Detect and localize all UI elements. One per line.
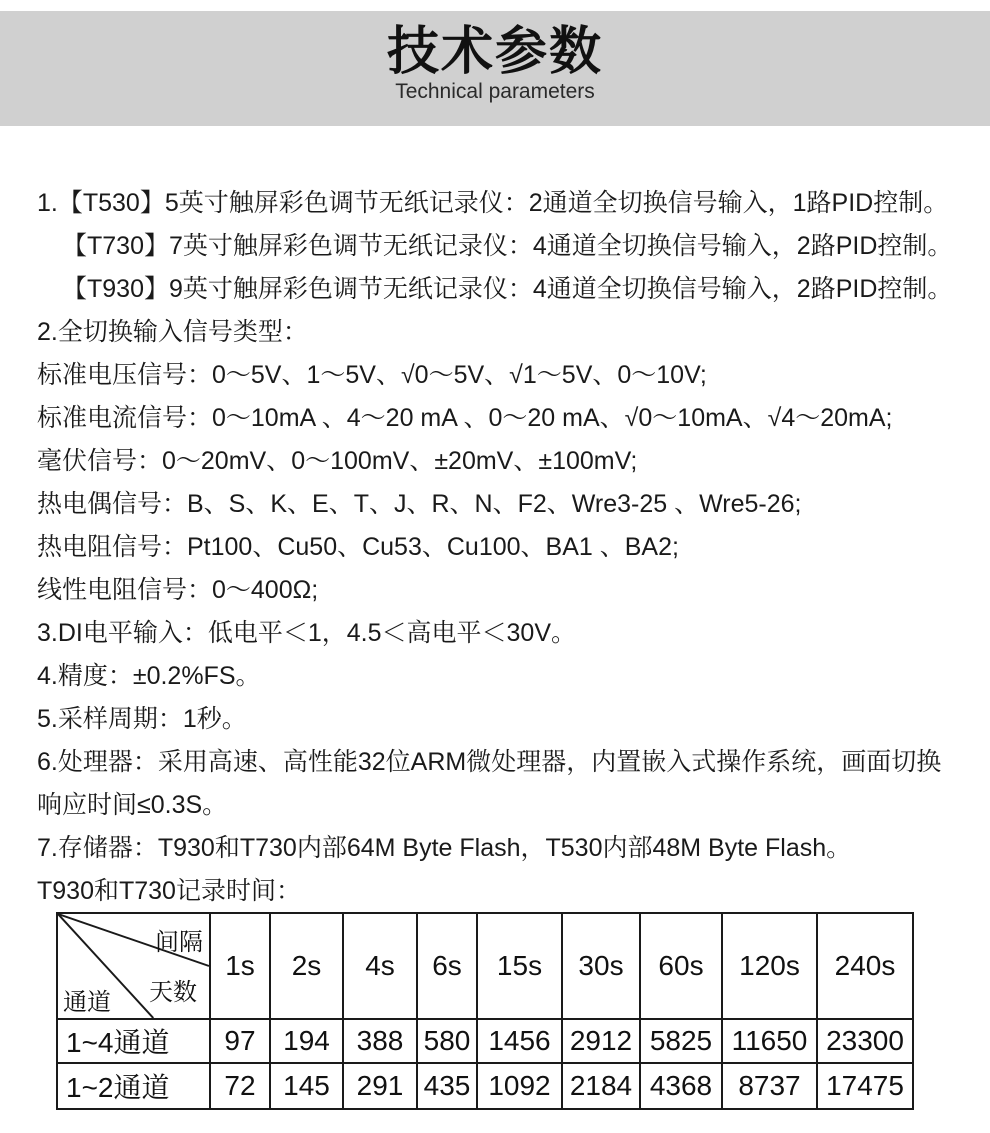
days-value: 4368 [640, 1063, 722, 1109]
interval-header: 240s [817, 913, 913, 1019]
days-value: 97 [210, 1019, 270, 1063]
spec-line-thermocouple-signals: 热电偶信号：B、S、K、E、T、J、R、N、F2、Wre3-25 、Wre5-26; [37, 490, 802, 518]
corner-label-interval: 间隔 [155, 929, 203, 956]
days-value: 2912 [562, 1019, 640, 1063]
spec-line-current-signals: 标准电流信号：0～10mA 、4～20 mA 、0～20 mA、√0～10mA、√4～20mA; [37, 404, 893, 432]
days-value: 580 [417, 1019, 477, 1063]
table-row-1-2-channels [57, 1063, 913, 1109]
days-value: 72 [210, 1063, 270, 1109]
days-value: 1456 [477, 1019, 562, 1063]
days-value: 194 [270, 1019, 343, 1063]
interval-header: 30s [562, 913, 640, 1019]
spec-line-rtd-signals: 热电阻信号：Pt100、Cu50、Cu53、Cu100、BA1 、BA2; [37, 533, 679, 561]
spec-line-storage: 7.存储器：T930和T730内部64M Byte Flash，T530内部48M Byte Flash。 [37, 834, 852, 862]
days-value: 291 [343, 1063, 417, 1109]
record-time-table [56, 912, 914, 1110]
spec-line-signal-types-heading: 2.全切换输入信号类型： [37, 318, 308, 346]
interval-header: 120s [722, 913, 817, 1019]
spec-line-accuracy: 4.精度：±0.2%FS。 [37, 662, 261, 690]
interval-header: 15s [477, 913, 562, 1019]
interval-header: 60s [640, 913, 722, 1019]
spec-line-sample-period: 5.采样周期：1秒。 [37, 705, 247, 733]
spec-line-models-t930: 【T930】9英寸触屏彩色调节无纸记录仪：4通道全切换信号输入，2路PID控制。 [62, 275, 953, 303]
interval-header: 1s [210, 913, 270, 1019]
days-value: 17475 [817, 1063, 913, 1109]
spec-line-linear-resistance: 线性电阻信号：0～400Ω; [37, 576, 319, 604]
row-label: 1~2通道 [57, 1063, 210, 1109]
spec-line-di-level: 3.DI电平输入：低电平＜1，4.5＜高电平＜30V。 [37, 619, 576, 647]
days-value: 435 [417, 1063, 477, 1109]
days-value: 11650 [722, 1019, 817, 1063]
page-title: 技术参数 [386, 23, 603, 81]
corner-label-days: 天数 [149, 979, 197, 1006]
spec-line-processor: 6.处理器：采用高速、高性能32位ARM微处理器，内置嵌入式操作系统，画面切换 [37, 748, 942, 776]
row-label: 1~4通道 [57, 1019, 210, 1063]
days-value: 145 [270, 1063, 343, 1109]
spec-line-record-time-heading: T930和T730记录时间： [37, 877, 301, 905]
days-value: 2184 [562, 1063, 640, 1109]
days-value: 1092 [477, 1063, 562, 1109]
days-value: 5825 [640, 1019, 722, 1063]
table-corner-cell [57, 913, 210, 1019]
spec-line-models-t530: 1.【T530】5英寸触屏彩色调节无纸记录仪：2通道全切换信号输入，1路PID控制。 [37, 189, 949, 217]
days-value: 23300 [817, 1019, 913, 1063]
interval-header: 4s [343, 913, 417, 1019]
corner-label-channel: 通道 [63, 989, 111, 1016]
table-row-1-4-channels [57, 1019, 913, 1063]
page-subtitle: Technical parameters [395, 80, 595, 103]
days-value: 8737 [722, 1063, 817, 1109]
interval-header: 2s [270, 913, 343, 1019]
interval-header: 6s [417, 913, 477, 1019]
spec-line-models-t730: 【T730】7英寸触屏彩色调节无纸记录仪：4通道全切换信号输入，2路PID控制。 [62, 232, 953, 260]
spec-line-millivolt-signals: 毫伏信号：0～20mV、0～100mV、±20mV、±100mV; [37, 447, 638, 475]
table-header-row [57, 913, 913, 1019]
days-value: 388 [343, 1019, 417, 1063]
spec-line-response-time: 响应时间≤0.3S。 [37, 791, 228, 819]
title-band [0, 11, 990, 126]
spec-list [37, 182, 967, 913]
spec-line-voltage-signals: 标准电压信号：0～5V、1～5V、√0～5V、√1～5V、0～10V; [37, 361, 707, 389]
